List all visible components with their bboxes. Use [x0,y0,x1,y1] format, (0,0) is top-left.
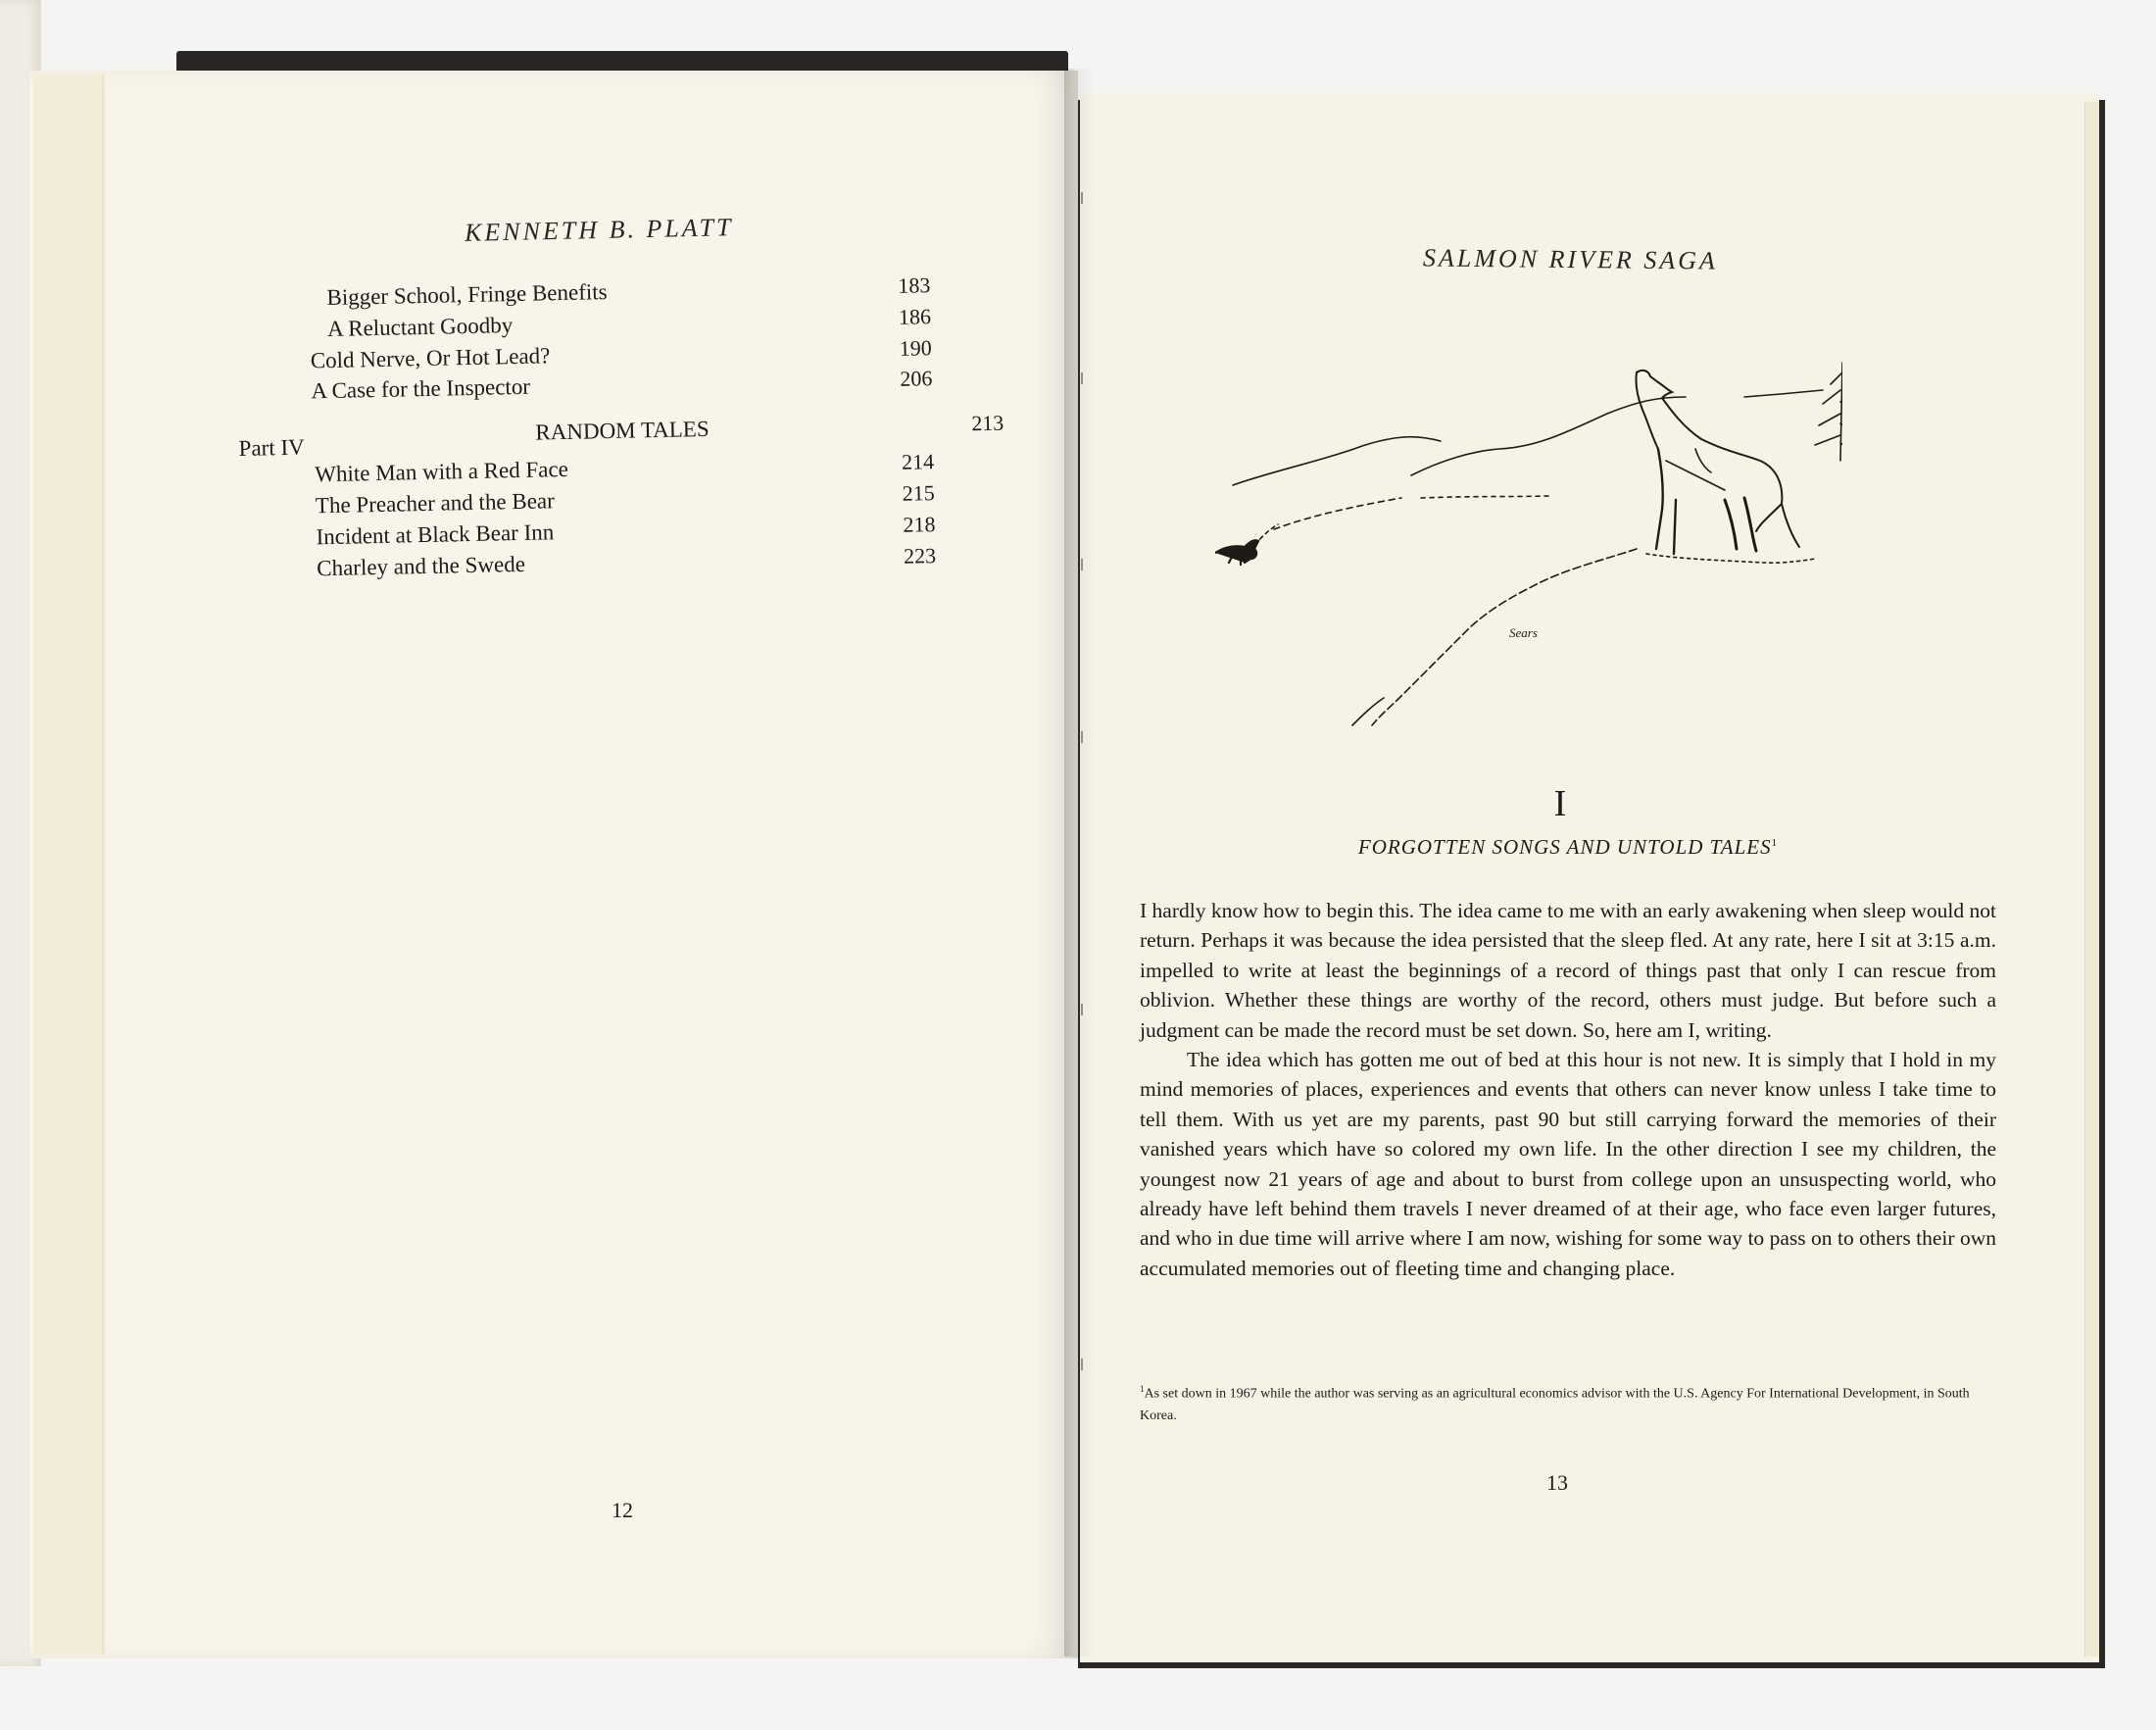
toc-entry-title: A Reluctant Goodby [326,313,514,342]
illustration-signature: Sears [1509,625,1538,640]
running-head-right: SALMON RIVER SAGA [1422,243,1718,275]
footnote [1140,1378,1996,1427]
binding-thread [1081,731,1088,743]
page-number-right: 13 [1546,1470,1568,1495]
binding-thread [1081,559,1088,570]
toc-part-page: 213 [971,410,1004,436]
left-page-edges [33,74,102,1655]
toc-entry-page: 223 [903,543,937,568]
toc-entry-title: White Man with a Red Face [314,456,569,487]
chapter-number: I [1553,783,1567,824]
footnote-marker: 1 [1140,1384,1145,1394]
right-page-edges [2085,102,2099,1656]
chapter-title-text: FORGOTTEN SONGS AND UNTOLD TALES [1357,835,1772,859]
toc-entry-page: 190 [899,335,932,361]
toc-entry-page: 218 [903,512,936,537]
toc-entry-page: 183 [898,272,931,298]
toc-entry-title: Cold Nerve, Or Hot Lead? [310,343,551,373]
toc-entry-title: Incident at Black Bear Inn [316,519,555,550]
chapter-title [1274,835,1862,860]
toc-entry-page: 214 [901,449,935,474]
binding-thread [1081,1004,1088,1015]
toc-entry-page: 186 [898,304,932,329]
toc-entry-page: 206 [900,366,933,391]
toc-entry-page: 215 [902,480,936,506]
body-paragraph: The idea which has gotten me out of bed at this hour is not new. It is simply that I hold in my mind memories of places, experiences and events that others can never know unless I take time to tell them. With us yet are my parents, past 90 but still carrying forward the memories of their vanished years which have so colored my own life. In the other direction I see my children, the youngest now 21 years of age and about to burst from college upon an unsuspecting world, who already have left behind them travels I never dreamed of at their age, who face even larger futures, and who in due time will arrive where I am now, wishing for some way to pass on to others their own accumulated memories out of fleeting time and changing place. [1140,1048,1996,1280]
chapter-body [1140,896,1996,1283]
page-number-left: 12 [612,1498,633,1522]
toc-part-title: RANDOM TALES [535,416,710,445]
coyote-howling-illustration [1215,353,1842,745]
body-paragraph: I hardly know how to begin this. The idea came to me with an early awakening when sleep would not return. Perhaps it was because the idea persisted that the sleep fled. At any rate, here I sit at 3:15 a.m. impelled to write at least the beginnings of a record of things past that only I can rescue from oblivion. Whether these things are worthy of the record, others must judge. But before such a judgment can be made the record must be set down. So, here am I, writing. [1140,899,1996,1042]
toc-entry-title: Charley and the Swede [316,551,526,581]
running-head-left: KENNETH B. PLATT [464,213,734,247]
right-page [1080,94,2099,1662]
binding-thread [1081,372,1088,384]
footnote-text: As set down in 1967 while the author was serving as an agricultural economics advisor with the U.S. Agency For International Development, in South Korea. [1140,1386,1970,1423]
book-gutter [1064,69,1094,1656]
toc-part-label: Part IV [238,434,305,461]
binding-thread [1081,1359,1088,1370]
footnote-reference: 1 [1771,837,1779,849]
binding-thread [1081,192,1088,204]
toc-entry-title: Bigger School, Fringe Benefits [326,279,608,311]
toc-entry-title: The Preacher and the Bear [315,488,556,519]
toc-entry-title: A Case for the Inspector [311,373,531,404]
